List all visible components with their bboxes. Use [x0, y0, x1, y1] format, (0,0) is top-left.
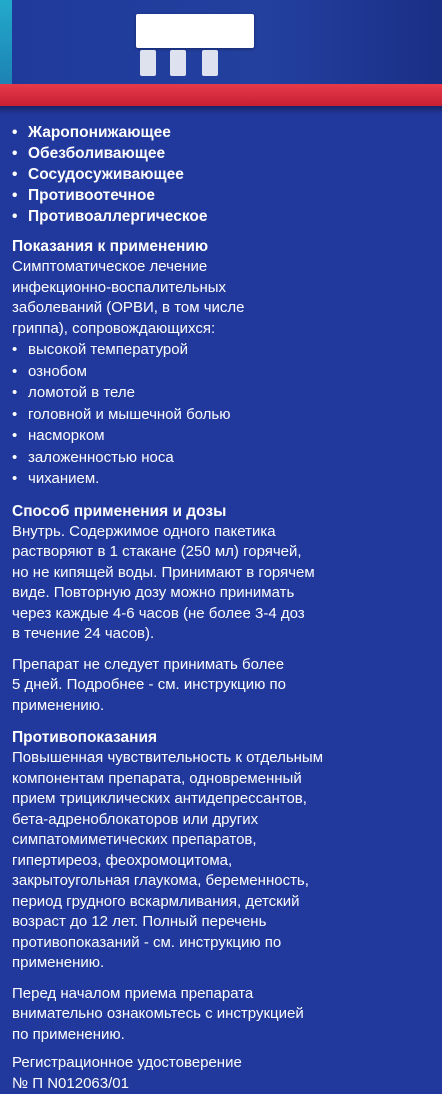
dosage-line: но не кипящей воды. Принимают в горячем — [12, 563, 430, 584]
red-stripe — [0, 84, 442, 106]
symptom-item: • ознобом — [12, 361, 430, 383]
indications-line: заболеваний (ОРВИ, в том числе — [12, 298, 430, 319]
dosage-section — [12, 502, 430, 717]
indications-section — [12, 237, 430, 490]
contraindications-line: гипертиреоз, феохромоцитома, — [12, 851, 430, 872]
dosage-note-line: 5 дней. Подробнее - см. инструкцию по — [12, 675, 430, 696]
symptom-item: • ломотой в теле — [12, 382, 430, 404]
symptom-item: • головной и мышечной болью — [12, 404, 430, 426]
indications-line: Симптоматическое лечение — [12, 257, 430, 278]
indications-line: гриппа), сопровождающихся: — [12, 319, 430, 340]
instruction-note-line: внимательно ознакомьтесь с инструкцией — [12, 1004, 430, 1025]
contraindications-line: противопоказаний - см. инструкцию по — [12, 933, 430, 954]
package-text — [12, 122, 430, 1094]
contraindications-line: симпатомиметических препаратов, — [12, 830, 430, 851]
symptoms-list — [12, 339, 430, 490]
contraindications-title: Противопоказания — [12, 728, 430, 748]
folded-label-mark — [170, 50, 186, 76]
property-item: • Противоаллергическое — [12, 206, 430, 227]
contraindications-line: период грудного вскармливания, детский — [12, 892, 430, 913]
indications-line: инфекционно-воспалительных — [12, 278, 430, 299]
dosage-note-line: Препарат не следует принимать более — [12, 655, 430, 676]
contraindications-line: закрытоугольная глаукома, беременность, — [12, 871, 430, 892]
contraindications-line: бета-адреноблокаторов или других — [12, 810, 430, 831]
white-label-tab — [136, 14, 254, 48]
contraindications-line: применению. — [12, 953, 430, 974]
instruction-note-line: по применению. — [12, 1025, 430, 1046]
property-item: • Противоотечное — [12, 185, 430, 206]
fold-shadow — [0, 106, 442, 114]
dosage-line: через каждые 4-6 часов (не более 3-4 доз — [12, 604, 430, 625]
box-side-strip — [0, 0, 12, 84]
folded-label-mark — [202, 50, 218, 76]
contraindications-line: компонентам препарата, одновременный — [12, 769, 430, 790]
property-item: • Обезболивающее — [12, 143, 430, 164]
registration-section — [12, 1053, 430, 1094]
dosage-line: Внутрь. Содержимое одного пакетика — [12, 522, 430, 543]
contraindications-line: возраст до 12 лет. Полный перечень — [12, 912, 430, 933]
instruction-note-line: Перед началом приема препарата — [12, 984, 430, 1005]
dosage-line: виде. Повторную дозу можно принимать — [12, 583, 430, 604]
box-top-flap — [0, 0, 442, 84]
dosage-title: Способ применения и дозы — [12, 502, 430, 522]
symptom-item: • высокой температурой — [12, 339, 430, 361]
dosage-line: растворяют в 1 стакане (250 мл) горячей, — [12, 542, 430, 563]
contraindications-line: прием трициклических антидепрессантов, — [12, 789, 430, 810]
property-item: • Жаропонижающее — [12, 122, 430, 143]
symptom-item: • чиханием. — [12, 468, 430, 490]
property-item: • Сосудосуживающее — [12, 164, 430, 185]
properties-list — [12, 122, 430, 227]
contraindications-section — [12, 728, 430, 1045]
dosage-line: в течение 24 часов). — [12, 624, 430, 645]
dosage-note-line: применению. — [12, 696, 430, 717]
registration-label: Регистрационное удостоверение — [12, 1053, 430, 1074]
symptom-item: • заложенностью носа — [12, 447, 430, 469]
indications-title: Показания к применению — [12, 237, 430, 257]
registration-number: № П N012063/01 — [12, 1074, 430, 1094]
folded-label-mark — [140, 50, 156, 76]
contraindications-line: Повышенная чувствительность к отдельным — [12, 748, 430, 769]
symptom-item: • насморком — [12, 425, 430, 447]
